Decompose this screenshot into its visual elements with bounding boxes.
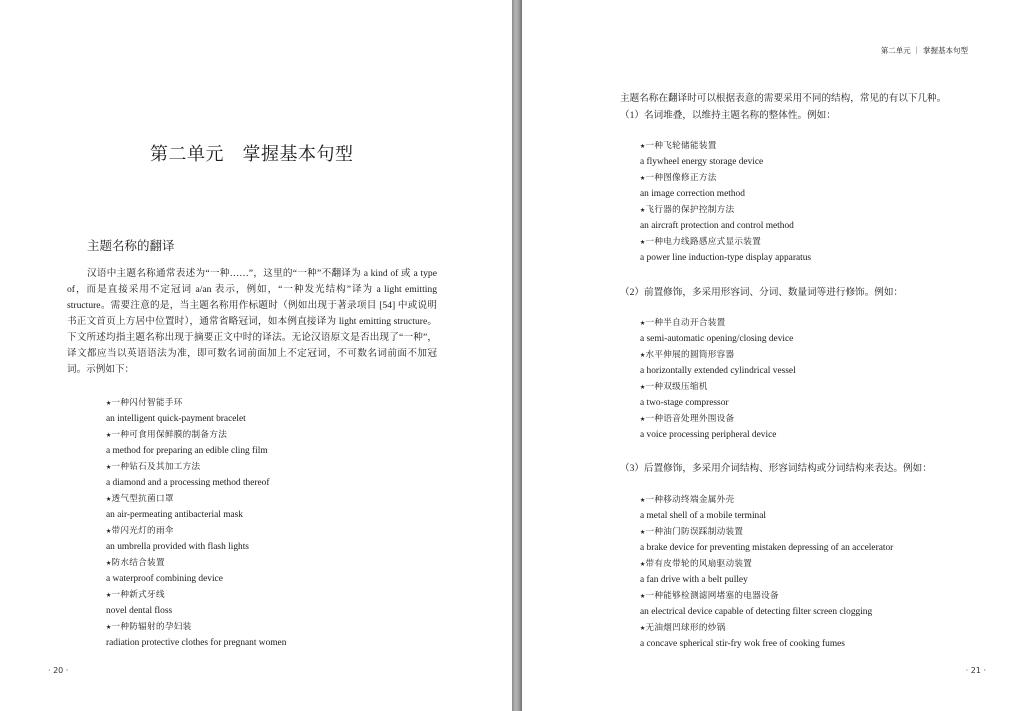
list-item bbox=[640, 620, 893, 652]
list-item bbox=[640, 347, 796, 379]
example-en: a metal shell of a mobile terminal bbox=[640, 511, 766, 521]
example-cn: ★一种图像修正方法 bbox=[640, 173, 717, 183]
example-en: a concave spherical stir-fry wok free of cooking fumes bbox=[640, 639, 845, 649]
example-cn: ★一种电力线路感应式显示装置 bbox=[640, 237, 762, 247]
left-page bbox=[0, 0, 512, 711]
example-cn: ★一种双级压缩机 bbox=[640, 382, 708, 392]
example-en: a voice processing peripheral device bbox=[640, 430, 777, 440]
intro-text: 汉语中主题名称通常表述为“一种……”，这里的“一种”不翻译为 a kind of 或 a type of，而是直接采用不定冠词 a/an 表示，例如，“一种发光结构”译为 a light emitting structure。需要注意的是，当主题名称用作标题时（例如出现于著录项目 [54] 中或说明书正文首页上方居中位置时），通常省略冠词，如本例直接译为 light emitting structure。下文所述均指主题名称出现于摘要正文中时的译法。无论汉语原文是否出现了“一种”，译文都应当以英语语法为准，即可数名词前面加上不定冠词，不可数名词前面不加冠词。示例如下： bbox=[67, 268, 437, 375]
example-cn: ★一种半自动开合装置 bbox=[640, 318, 726, 328]
example-en: an image correction method bbox=[640, 189, 745, 199]
example-cn: ★飞行器的保护控制方法 bbox=[640, 205, 735, 215]
example-cn: ★一种闪付智能手环 bbox=[106, 398, 183, 408]
list-item bbox=[106, 619, 286, 651]
example-cn: ★透气型抗菌口罩 bbox=[106, 494, 174, 504]
examples-list-1 bbox=[640, 138, 811, 266]
subsection-1-title: （1）名词堆叠，以维持主题名称的整体性。例如： bbox=[620, 110, 836, 121]
right-page bbox=[522, 0, 1034, 711]
running-header: 第二单元 ｜ 掌握基本句型 bbox=[880, 46, 968, 55]
list-item bbox=[640, 524, 893, 556]
example-en: radiation protective clothes for pregnant women bbox=[106, 638, 287, 648]
list-item bbox=[106, 395, 286, 427]
example-cn: ★一种钻石及其加工方法 bbox=[106, 462, 201, 472]
list-item bbox=[106, 587, 286, 619]
list-item bbox=[640, 315, 796, 347]
example-cn: ★一种油门防误踩制动装置 bbox=[640, 527, 744, 537]
example-cn: ★一种语音处理外围设备 bbox=[640, 414, 735, 424]
example-cn: ★一种防辐射的孕妇装 bbox=[106, 622, 192, 632]
list-item bbox=[640, 556, 893, 588]
example-cn: ★带闪光灯的雨伞 bbox=[106, 526, 174, 536]
list-item bbox=[640, 234, 811, 266]
example-en: a diamond and a processing method thereof bbox=[106, 478, 270, 488]
intro-paragraph bbox=[67, 266, 437, 378]
example-en: an aircraft protection and control method bbox=[640, 221, 794, 231]
page-number-right: · 21 · bbox=[965, 666, 986, 675]
example-en: an air-permeating antibacterial mask bbox=[106, 510, 243, 520]
list-item bbox=[640, 138, 811, 170]
example-en: a power line induction-type display apparatus bbox=[640, 253, 812, 263]
subsection-3-title: （3）后置修饰，多采用介词结构、形容词结构或分词结构来表达。例如： bbox=[620, 463, 932, 474]
example-cn: ★防水结合装置 bbox=[106, 558, 165, 568]
example-en: a semi-automatic opening/closing device bbox=[640, 334, 794, 344]
subsection-2-title: （2）前置修饰，多采用形容词、分词、数量词等进行修饰。例如： bbox=[620, 287, 904, 298]
example-en: an umbrella provided with flash lights bbox=[106, 542, 249, 552]
example-en: a method for preparing an edible cling film bbox=[106, 446, 268, 456]
right-intro-text: 主题名称在翻译时可以根据表意的需要采用不同的结构，常见的有以下几种。 bbox=[620, 93, 947, 104]
list-item bbox=[640, 492, 893, 524]
list-item bbox=[640, 588, 893, 620]
list-item bbox=[640, 411, 796, 443]
example-en: a flywheel energy storage device bbox=[640, 157, 764, 167]
example-cn: ★水平伸展的圆筒形容器 bbox=[640, 350, 735, 360]
list-item bbox=[106, 555, 286, 587]
book-spine bbox=[512, 0, 522, 711]
example-cn: ★无油烟凹球形的炒锅 bbox=[640, 623, 726, 633]
example-en: an electrical device capable of detecting filter screen clogging bbox=[640, 607, 873, 617]
examples-list-3 bbox=[640, 492, 893, 652]
example-cn: ★一种移动终端金属外壳 bbox=[640, 495, 735, 505]
example-en: a fan drive with a belt pulley bbox=[640, 575, 748, 585]
example-en: a two-stage compressor bbox=[640, 398, 729, 408]
section-title: 主题名称的翻译 bbox=[87, 239, 175, 253]
list-item bbox=[640, 379, 796, 411]
example-en: novel dental floss bbox=[106, 606, 173, 616]
list-item bbox=[106, 491, 286, 523]
list-item bbox=[106, 427, 286, 459]
list-item bbox=[640, 202, 811, 234]
list-item bbox=[106, 523, 286, 555]
unit-title: 第二单元 掌握基本句型 bbox=[150, 144, 354, 165]
page-number-left: · 20 · bbox=[48, 666, 69, 675]
examples-list-2 bbox=[640, 315, 796, 443]
example-en: a waterproof combining device bbox=[106, 574, 223, 584]
list-item bbox=[106, 459, 286, 491]
examples-list bbox=[106, 395, 286, 651]
example-cn: ★一种新式牙线 bbox=[106, 590, 165, 600]
example-en: an intelligent quick-payment bracelet bbox=[106, 414, 246, 424]
example-cn: ★一种能够检测滤网堵塞的电器设备 bbox=[640, 591, 779, 601]
example-cn: ★一种可食用保鲜膜的制备方法 bbox=[106, 430, 228, 440]
example-en: a brake device for preventing mistaken depressing of an accelerator bbox=[640, 543, 894, 553]
example-cn: ★带有皮带轮的风扇驱动装置 bbox=[640, 559, 753, 569]
list-item bbox=[640, 170, 811, 202]
example-cn: ★一种飞轮储能装置 bbox=[640, 141, 717, 151]
example-en: a horizontally extended cylindrical vessel bbox=[640, 366, 796, 376]
